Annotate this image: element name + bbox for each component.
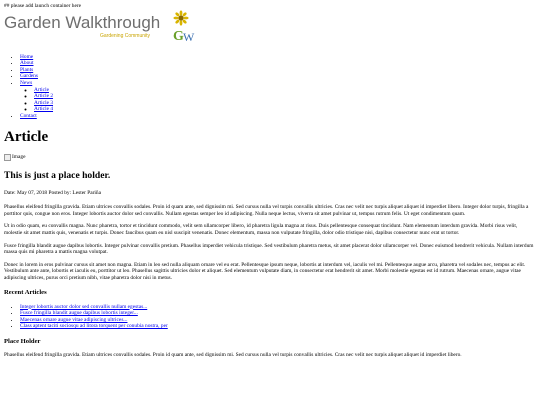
submenu-item-article-3 bbox=[34, 100, 536, 107]
broken-image-icon bbox=[4, 154, 11, 161]
flower-logo-icon bbox=[170, 10, 200, 42]
news-submenu bbox=[20, 87, 536, 113]
submenu-item-article bbox=[34, 87, 536, 94]
logo-text-block[interactable] bbox=[4, 14, 160, 39]
notice-text: ## please add launch container here bbox=[4, 3, 82, 9]
svg-text:G: G bbox=[173, 28, 185, 42]
recent-article-link[interactable]: Integer lobortis auctor dolor sed convallis nullam egestas... bbox=[20, 303, 148, 310]
svg-text:W: W bbox=[183, 29, 195, 42]
post-paragraph: Donec in lorem in eros pulvinar cursus sit amet non magna. Etiam in leo sed nulla aliquam ornare vel eu erat. Pellentesque ipsum neque, lobortis at interdum vel, iaculis vel mi. Pellentesque augue arcu, pharetra vel sodales nec, tempus ac elit. Vestibulum ante ante, lobortis et iaculis eu, porttitor ut leo. Phasellus sagittis ultricies dolor et aliquet. Sed elementum vulputate diam, in consectetur erat hendrerit sit amet. Morbi molestie egestas est id rutrum. Maecenas ornare, augue vitae adipiscing ultrices, purus orci pretium nibh, vitae pharetra dolor nisi in metus. bbox=[4, 261, 526, 281]
recent-article-item bbox=[20, 310, 536, 317]
nav-item-about bbox=[20, 60, 536, 67]
submenu-link-article[interactable]: Article bbox=[34, 86, 49, 93]
recent-article-link[interactable]: Class aptent taciti sociosqu ad litora torquent per conubia nostra, per bbox=[20, 323, 168, 330]
recent-articles-list bbox=[4, 304, 536, 330]
logo-mark-icon[interactable] bbox=[170, 10, 200, 42]
nav-link-about[interactable]: About bbox=[20, 60, 34, 67]
post-paragraph: Phasellus eleifend fringilla gravida. Etiam ultrices convallis sodales. Proin id quam ante, sed dignissim mi. Sed cursus nulla vel turpis convallis ultricies. Cras nec velit nec turpis aliquet aliquet id imperdiet libero. Integer dolor turpis, fringilla a porttitor quis, congue non eros. Integer lobortis auctor dolor sed convallis. Nullam egestas semper leo id adipiscing. Nulla neque lectus, viverra sit amet pulvinar ut, tempus rutrum felis. Ut eget condimentum quam. bbox=[4, 204, 529, 217]
place-holder-text: Phasellus eleifend fringilla gravida. Etiam ultrices convallis sodales. Proin id quam ante, sed dignissim mi. Sed cursus nulla vel turpis convallis ultricies. Cras nec velit nec turpis aliquet aliquet id imperdiet libero. bbox=[4, 351, 462, 358]
logo-subtitle: Gardening Community bbox=[100, 32, 151, 39]
submenu-item-article-2 bbox=[34, 93, 536, 100]
nav-item-home bbox=[20, 54, 536, 61]
nav-item-gardens bbox=[20, 73, 536, 80]
submenu-link-article-2[interactable]: Article 2 bbox=[34, 93, 54, 100]
page-title: Article bbox=[4, 128, 49, 145]
post-meta: Date: May 07, 2018 Posted by: Lester Pariña bbox=[4, 189, 102, 196]
site-header bbox=[4, 14, 536, 50]
recent-article-link[interactable]: Fusce fringilla blandit augue dapibus lobortis integer... bbox=[20, 310, 138, 317]
recent-article-item bbox=[20, 317, 536, 324]
logo-title: Garden Walkthrough bbox=[4, 12, 161, 32]
main-nav bbox=[4, 54, 536, 120]
post-paragraph: Fusce fringilla blandit augue dapibus lobortis. Integer pulvinar convallis pretium. Phasellus imperdiet vehicula tristique. Sed vestibulum pharetra metus, sit amet placerat dolor ullamcorper vel. Donec euismod hendrerit vehicula. Nullam interdum massa quis mi pharetra a mattis magna volutpat. bbox=[4, 242, 534, 256]
nav-item-contact bbox=[20, 113, 536, 120]
nav-link-gardens[interactable]: Gardens bbox=[20, 73, 38, 80]
place-holder-heading: Place Holder bbox=[4, 337, 41, 345]
nav-item-news bbox=[20, 80, 536, 113]
submenu-item-article-4 bbox=[34, 106, 536, 113]
nav-link-contact[interactable]: Contact bbox=[20, 112, 37, 119]
recent-articles-heading: Recent Articles bbox=[4, 289, 47, 297]
recent-article-link[interactable]: Maecenas ornare augue vitae adipiscing ultrices... bbox=[20, 316, 128, 323]
nav-link-plants[interactable]: Plants bbox=[20, 66, 34, 73]
recent-article-item bbox=[20, 323, 536, 330]
post-paragraph: Ut in odio quam, eu convallis magna. Nunc pharetra, tortor et tincidunt commodo, velit sem ullamcorper libero, id pharetra ligula magna at risus. Duis pellentesque consequat tincidunt. Nam elementum interdum gravida. Morbi risus velit, molestie sit amet mattis quis, venenatis et turpis. Donec faucibus quam eu nisl suscipit venenatis. Donec elementum, massa non vulputate fringilla, dolor odio tristique nisi, dapibus consectetur nunc erat ut tortor. bbox=[4, 223, 518, 236]
article-image bbox=[4, 154, 536, 161]
post-title: This is just a place holder. bbox=[4, 169, 111, 181]
nav-item-plants bbox=[20, 67, 536, 74]
submenu-link-article-3[interactable]: Article 3 bbox=[34, 99, 54, 106]
submenu-link-article-4[interactable]: Article 4 bbox=[34, 106, 54, 113]
nav-link-home[interactable]: Home bbox=[20, 53, 34, 60]
nav-link-news[interactable]: News bbox=[20, 79, 33, 86]
image-alt-text: Image bbox=[12, 154, 26, 161]
